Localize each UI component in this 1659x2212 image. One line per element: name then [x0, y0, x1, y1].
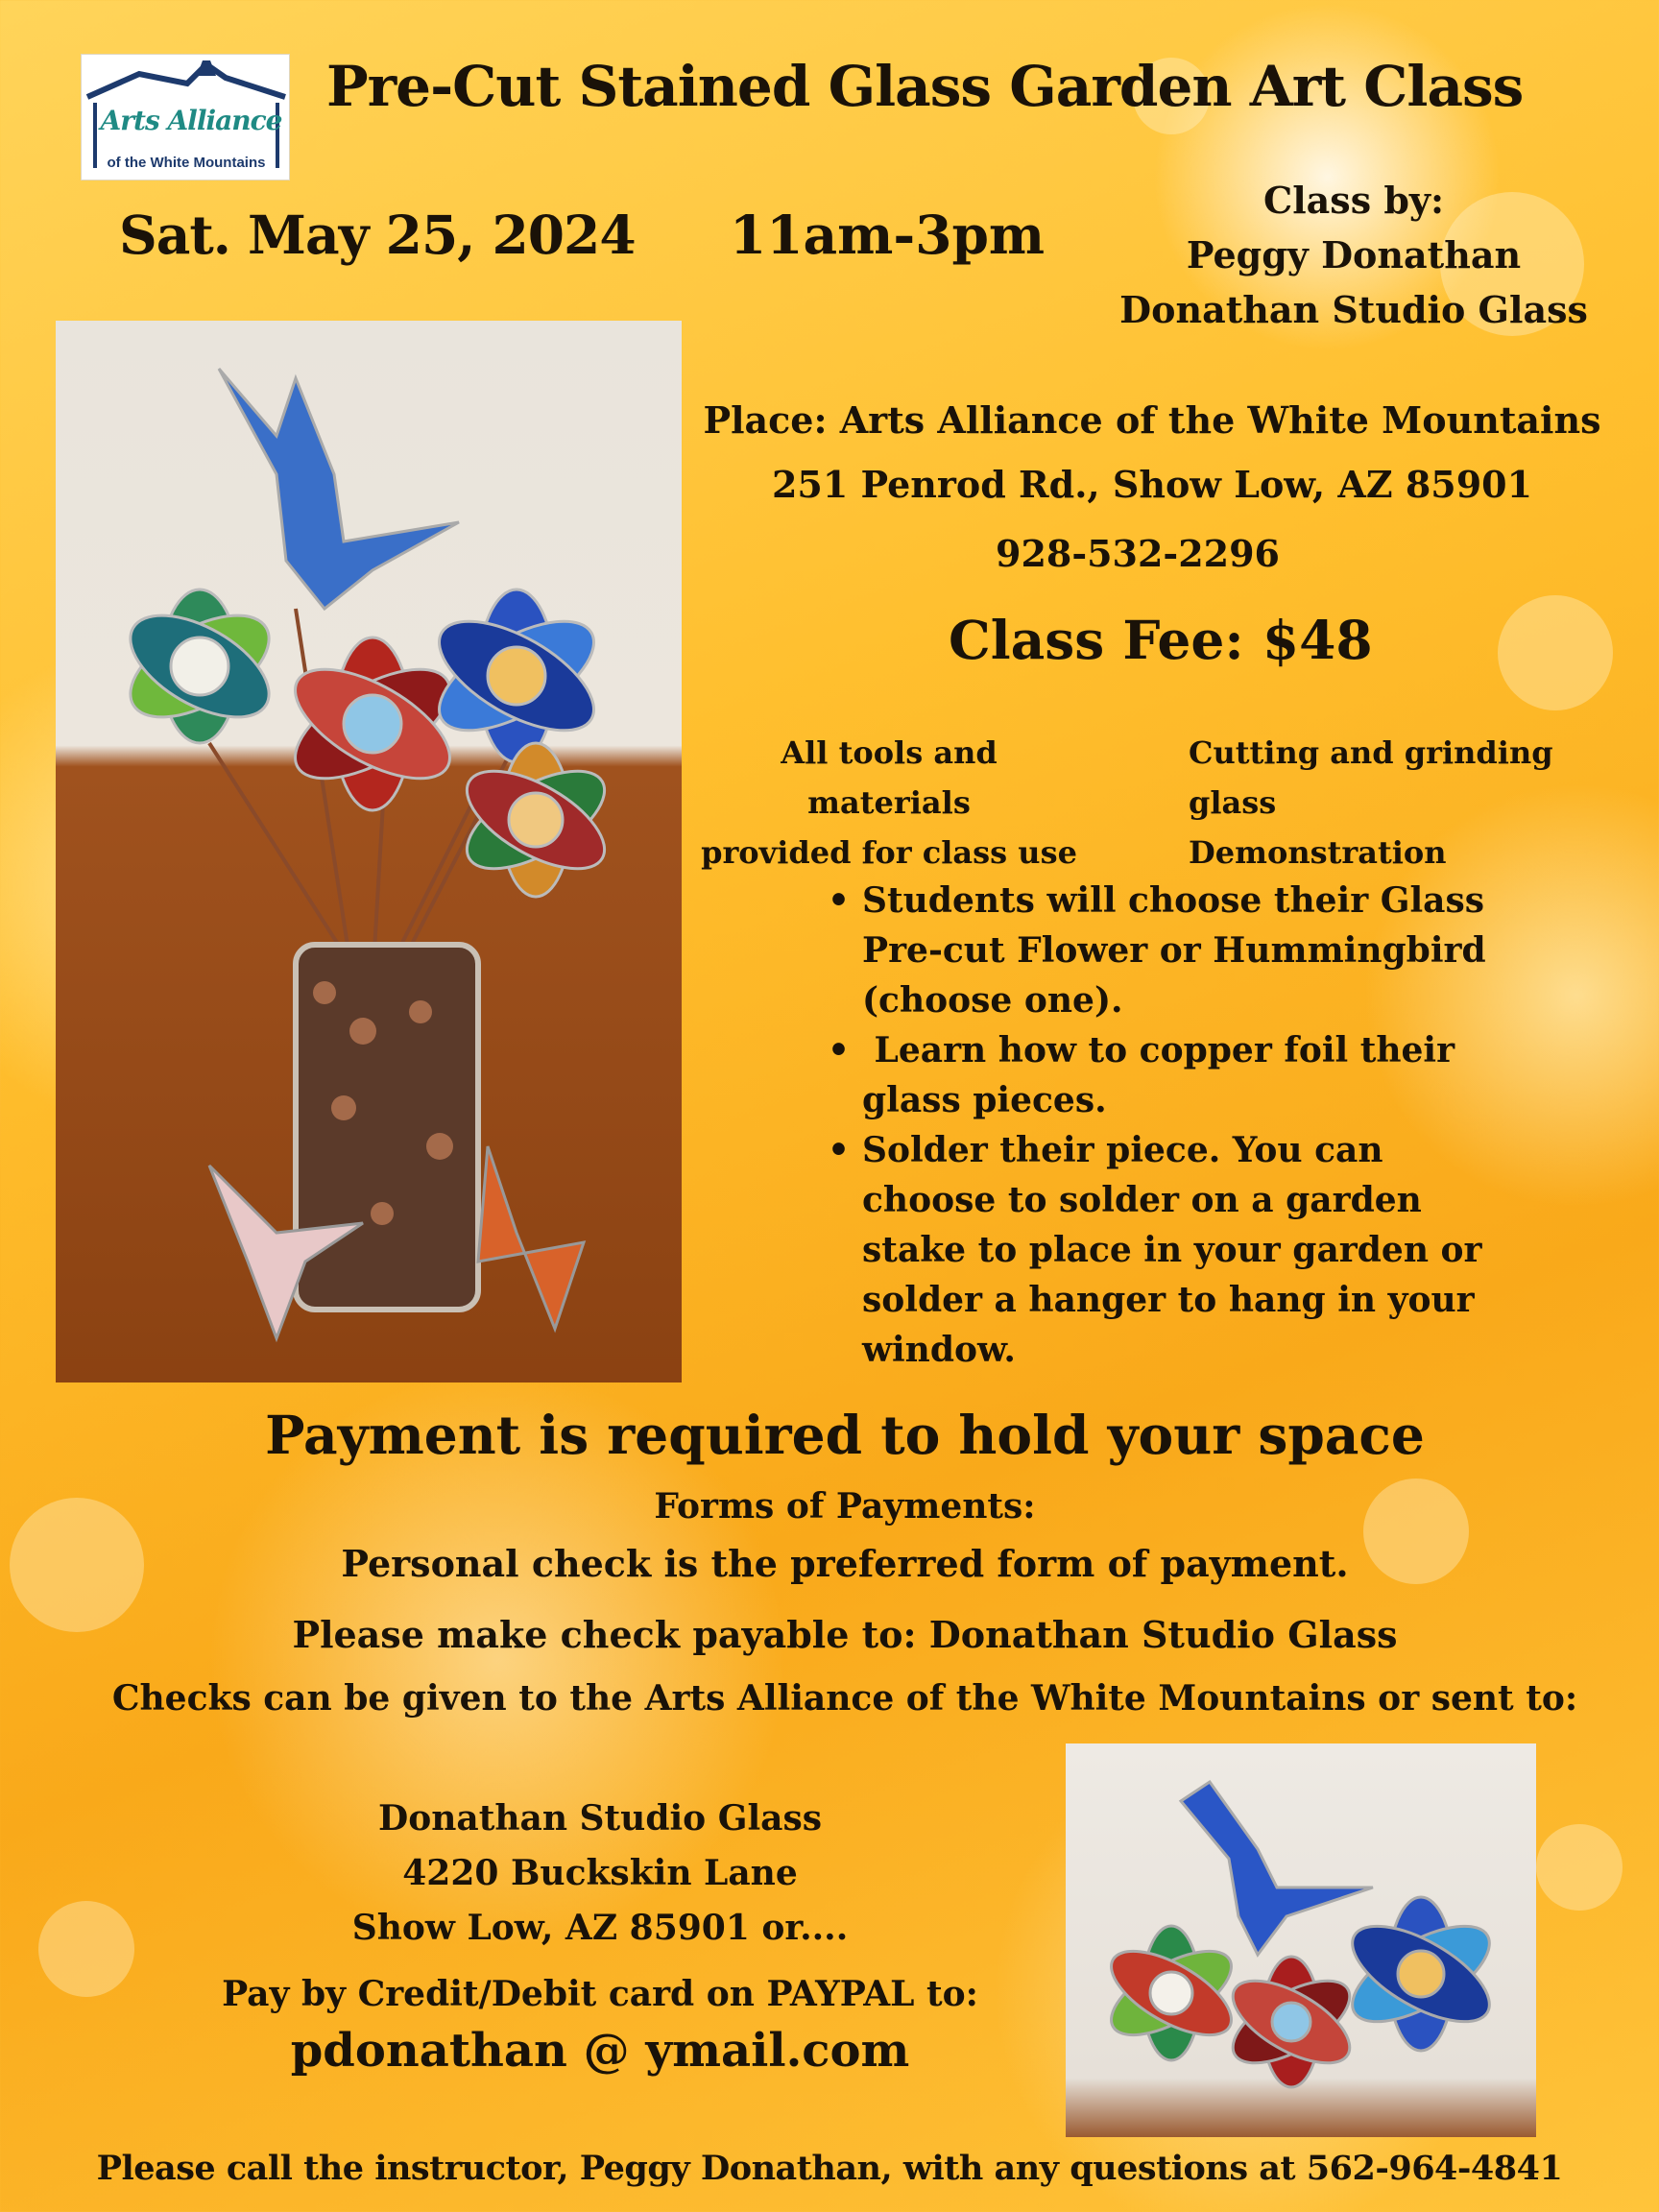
logo-subtitle: of the White Mountains	[107, 155, 266, 171]
feature-materials-line1: All tools and materials	[781, 734, 998, 821]
payment-preferred: Personal check is the preferred form of payment.	[341, 1542, 1349, 1585]
class-step-item: • Learn how to copper foil their glass pieces.	[862, 1025, 1500, 1125]
mailing-street: 4220 Buckskin Lane	[402, 1853, 798, 1893]
payment-heading: Payment is required to hold your space	[265, 1404, 1425, 1466]
flowers-illustration	[1066, 1743, 1536, 2137]
feature-materials	[697, 728, 1081, 878]
instructor-studio: Donathan Studio Glass	[1119, 288, 1588, 331]
stained-glass-bouquet-photo	[56, 321, 682, 1382]
place-address: 251 Penrod Rd., Show Low, AZ 85901	[771, 463, 1533, 506]
event-time: 11am-3pm	[730, 204, 1046, 266]
instructor-label: Class by:	[1263, 179, 1444, 222]
bokeh-circle	[1536, 1824, 1623, 1911]
feature-demo-line2: Demonstration	[1189, 834, 1447, 871]
bokeh-circle	[38, 1901, 134, 1997]
feature-materials-line2: provided for class use	[701, 834, 1077, 871]
event-date: Sat. May 25, 2024	[119, 204, 636, 266]
place-block	[691, 392, 1613, 588]
paypal-email: pdonathan @ ymail.com	[290, 2024, 910, 2078]
paypal-label: Pay by Credit/Debit card on PAYPAL to:	[222, 1974, 978, 2014]
instructor-block	[1094, 173, 1613, 337]
mailing-address	[278, 1791, 922, 1956]
mailing-city: Show Low, AZ 85901 or....	[351, 1908, 849, 1948]
payment-checks: Checks can be given to the Arts Alliance of the White Mountains or sent to:	[111, 1678, 1578, 1719]
arts-alliance-logo	[81, 54, 290, 180]
place-line: Place: Arts Alliance of the White Mountains	[703, 398, 1601, 442]
payment-payable: Please make check payable to: Donathan Studio Glass	[292, 1613, 1398, 1656]
place-phone: 928-532-2296	[996, 532, 1280, 575]
stained-glass-flowers-photo	[1066, 1743, 1536, 2137]
payment-forms-label: Forms of Payments:	[654, 1486, 1036, 1527]
footer-contact: Please call the instructor, Peggy Donathan, with any questions at 562-964-4841	[96, 2149, 1563, 2188]
mailing-name: Donathan Studio Glass	[377, 1798, 823, 1839]
class-steps	[828, 876, 1500, 1375]
class-fee: Class Fee: $48	[949, 609, 1373, 671]
feature-demo-line1: Cutting and grinding glass	[1189, 734, 1553, 821]
class-step-item: • Solder their piece. You can choose to solder on a garden stake to place in your garden or solder a hanger to hang in your window.	[862, 1125, 1500, 1375]
logo-title: Arts Alliance	[100, 105, 282, 136]
class-step-item: • Students will choose their Glass Pre-cut Flower or Hummingbird (choose one).	[862, 876, 1500, 1025]
bokeh-circle	[1498, 595, 1613, 710]
instructor-name: Peggy Donathan	[1186, 233, 1522, 276]
feature-demo	[1189, 728, 1611, 878]
page-title: Pre-Cut Stained Glass Garden Art Class	[326, 54, 1524, 119]
flower-bouquet-illustration	[56, 321, 682, 1382]
